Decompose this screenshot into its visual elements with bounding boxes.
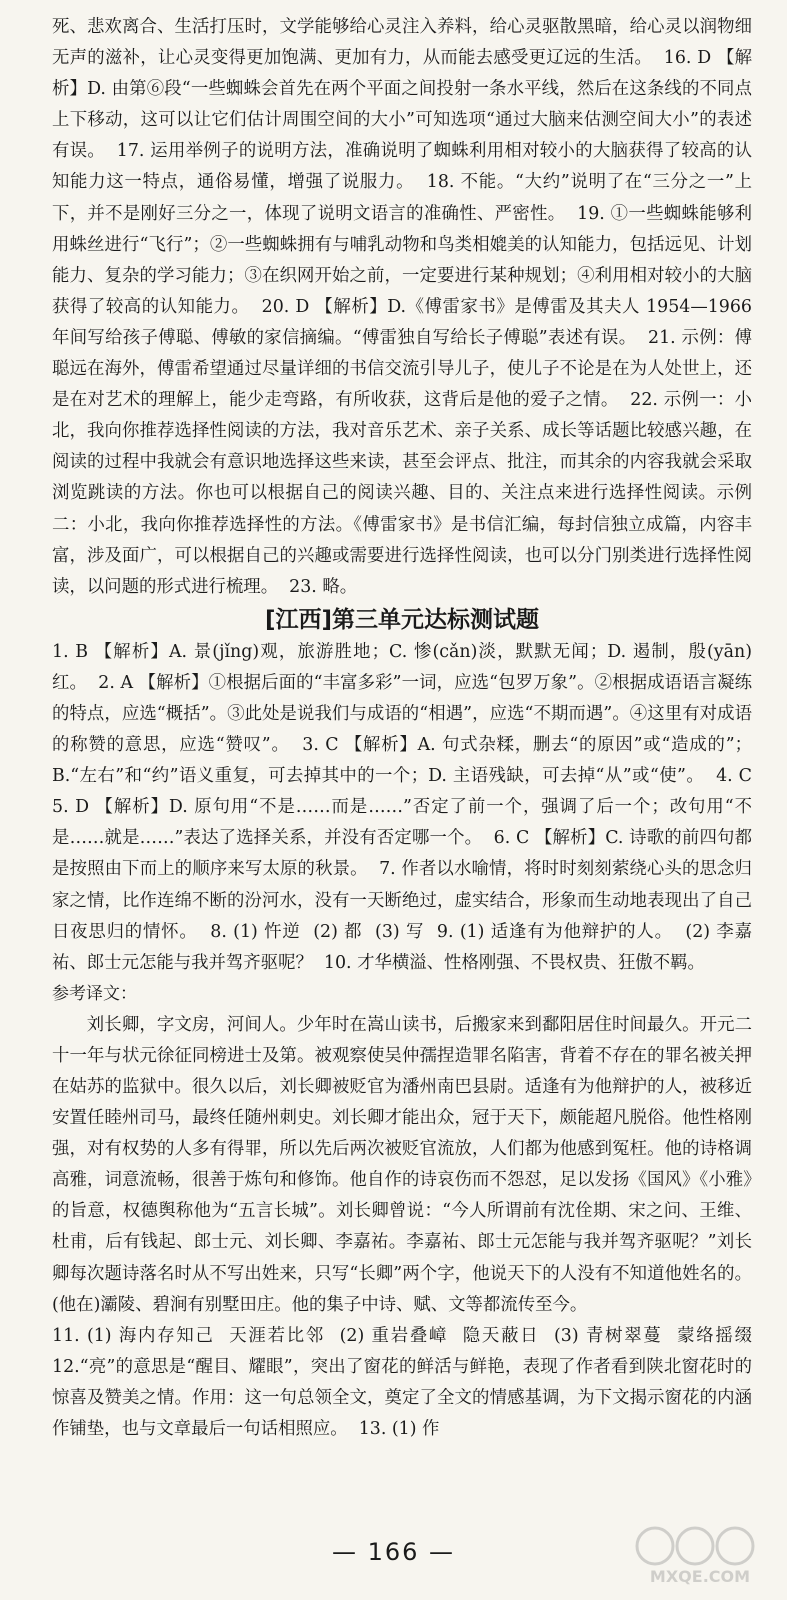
answers-bottom-paragraph: 11. (1) 海内存知己 天涯若比邻 (2) 重岩叠嶂 隐天蔽日 (3) 青树翠蔓 蒙络摇缀 12.“亮”的意思是“醒目、耀眼”，突出了窗花的鲜活与鲜艳，表现了作者看到陕北窗花时的惊喜及赞美之情。作用：这一句总领全文，奠定了全文的情感基调，为下文揭示窗花的内涵作铺垫，也与文章最后一句话相照应。 13. (1) 作: [52, 1325, 764, 1440]
unit3-answers-paragraph: 1. B 【解析】A. 景(jǐng)观，旅游胜地；C. 惨(cǎn)淡，默默无闻；D. 遏制，殷(yān)红。 2. A 【解析】①根据后面的“丰富多彩”一词，应选“包罗万象”。②根据成语语言凝练的特点，应选“概括”。③此处是说我们与成语的“相遇”，应选“不期而遇”。④这里有对成语的称赞的意思，应选“赞叹”。 3. C 【解析】A. 句式杂糅，删去“的原因”或“造成的”；B.“左右”和“约”语义重复，可去掉其中的一个；D. 主语残缺，可去掉“从”或“使”。 4. C 5. D 【解析】D. 原句用“不是……而是……”否定了前一个，强调了后一个；改句用“不是……就是……”表达了选择关系，并没有否定哪一个。 6. C 【解析】C. 诗歌的前四句都是按照由下而上的顺序来写太原的秋景。 7. 作者以水喻情，将时时刻刻萦绕心头的思念归家之情，比作连绵不断的汾河水，没有一天断绝过，虚实结合，形象而生动地表现出了自己日夜思归的情怀。 8. (1) 忤逆 (2) 都 (3) 写 9. (1) 适逢有为他辩护的人。 (2) 李嘉祐、郎士元怎能与我并驾齐驱呢？ 10. 才华横溢、性格刚强、不畏权贵、狂傲不羁。: [52, 641, 764, 973]
section-title: [江西]第三单元达标测试题: [264, 606, 540, 633]
answers-continued-paragraph: 死、悲欢离合、生活打压时，文学能够给心灵注入养料，给心灵驱散黑暗，给心灵以润物细无声的滋补，让心灵变得更加饱满、更加有力，从而能去感受更辽远的生活。 16. D 【解析】D. 由第⑥段“一些蜘蛛会首先在两个平面之间投射一条水平线，然后在这条线的不同点上下移动，这可以让它们估计周围空间的大小”可知选项“通过大脑来估测空间大小”的表述有误。 17. 运用举例子的说明方法，准确说明了蜘蛛利用相对较小的大脑获得了较高的认知能力这一特点，通俗易懂，增强了说服力。 18. 不能。“大约”说明了在“三分之一”上下，并不是刚好三分之一，体现了说明文语言的准确性、严密性。 19. ①一些蜘蛛能够利用蛛丝进行“飞行”；②一些蜘蛛拥有与哺乳动物和鸟类相媲美的认知能力，包括远见、计划能力、复杂的学习能力；③在织网开始之前，一定要进行某种规划；④利用相对较小的大脑获得了较高的认知能力。 20. D 【解析】D.《傅雷家书》是傅雷及其夫人 1954—1966 年间写给孩子傅聪、傅敏的家信摘编。“傅雷独自写给长子傅聪”表述有误。 21. 示例：傅聪远在海外，傅雷希望通过尽量详细的书信交流引导儿子，使儿子不论是在为人处世上，还是在对艺术的理解上，能少走弯路，有所收获，这背后是他的爱子之情。 22. 示例一：小北，我向你推荐选择性阅读的方法，我对音乐艺术、亲子关系、成长等话题比较感兴趣，在阅读的过程中我就会有意识地选择这些来读，甚至会评点、批注，而其余的内容我就会采取浏览跳读的方法。你也可以根据自己的阅读兴趣、目的、关注点来进行选择性阅读。示例二：小北，我向你推荐选择性的方法。《傅雷家书》是书信汇编，每封信独立成篇，内容丰富，涉及面广，可以根据自己的兴趣或需要进行选择性阅读，也可以分门别类进行选择性阅读，以问题的形式进行梳理。 23. 略。: [52, 17, 758, 597]
page-number: — 166 —: [331, 1538, 456, 1566]
watermark-logo: [625, 1518, 775, 1588]
watermark-text: MXQE.COM: [649, 1567, 751, 1586]
translation-label: 参考译文：: [52, 983, 137, 1004]
answer-page: [52, 12, 764, 1445]
translation-paragraph: 刘长卿，字文房，河间人。少年时在嵩山读书，后搬家来到鄱阳居住时间最久。开元二十一年与状元徐征同榜进士及第。被观察使吴仲孺捏造罪名陷害，背着不存在的罪名被关押在姑苏的监狱中。很久以后，刘长卿被贬官为潘州南巴县尉。适逢有为他辩护的人，被移近安置任睦州司马，最终任随州刺史。刘长卿才能出众，冠于天下，颇能超凡脱俗。他性格刚强，对有权势的人多有得罪，所以先后两次被贬官流放，人们都为他感到冤枉。他的诗格调高雅，词意流畅，很善于炼句和修饰。他自作的诗哀伤而不怨怼，足以发扬《国风》《小雅》的旨意，权德舆称他为“五言长城”。刘长卿曾说：“今人所谓前有沈佺期、宋之问、王维、杜甫，后有钱起、郎士元、刘长卿、李嘉祐。李嘉祐、郎士元怎能与我并驾齐驱呢？”刘长卿每次题诗落名时从不写出姓来，只写“长卿”两个字，他说天下的人没有不知道他姓名的。(他在)灞陵、碧涧有别墅田庄。他的集子中诗、赋、文等都流传至今。: [52, 1014, 752, 1315]
